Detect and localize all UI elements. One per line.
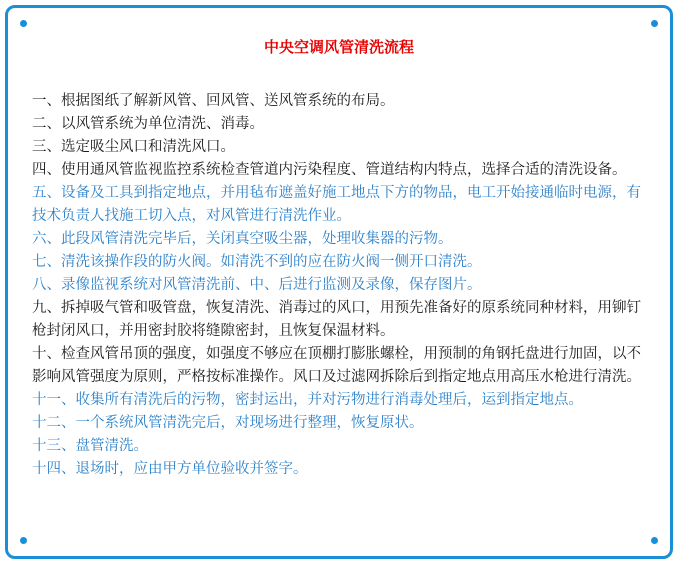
step-item: 十、检查风管吊顶的强度，如强度不够应在顶棚打膨胀螺栓，用预制的角钢托盘进行加固，以不影响风管强度为原则，严格按标准操作。风口及过滤网拆除后到指定地点用高压水枪进行清洗。 [32, 346, 641, 385]
steps-list [32, 90, 652, 481]
corner-dot-icon [20, 537, 27, 544]
step-item: 三、选定吸尘风口和清洗风口。 [32, 139, 235, 155]
document-card [5, 5, 673, 559]
step-item: 十一、收集所有清洗后的污物，密封运出，并对污物进行消毒处理后，运到指定地点。 [32, 392, 583, 408]
step-item: 十三、盘管清洗。 [32, 438, 148, 454]
step-item: 八、录像监视系统对风管清洗前、中、后进行监测及录像，保存图片。 [32, 277, 482, 293]
page-title: 中央空调风管清洗流程 [263, 38, 414, 56]
step-item: 四、使用通风管监视监控系统检查管道内污染程度、管道结构内特点，选择合适的清洗设备。 [32, 162, 627, 178]
step-item: 十二、一个系统风管清洗完后，对现场进行整理，恢复原状。 [32, 415, 424, 431]
step-item: 六、此段风管清洗完毕后，关闭真空吸尘器，处理收集器的污物。 [32, 231, 453, 247]
step-item: 十四、退场时，应由甲方单位验收并签字。 [32, 461, 308, 477]
step-item: 七、清洗该操作段的防火阀。如清洗不到的应在防火阀一侧开口清洗。 [32, 254, 482, 270]
corner-dot-icon [651, 20, 658, 27]
step-item: 一、根据图纸了解新风管、回风管、送风管系统的布局。 [32, 93, 395, 109]
corner-dot-icon [20, 20, 27, 27]
corner-dot-icon [651, 537, 658, 544]
step-item: 九、拆掉吸气管和吸管盘，恢复清洗、消毒过的风口，用预先准备好的原系统同种材料，用铆钉枪封闭风口，并用密封胶将缝隙密封，且恢复保温材料。 [32, 300, 641, 339]
step-item: 二、以风管系统为单位清洗、消毒。 [32, 116, 264, 132]
step-item: 五、设备及工具到指定地点，并用毡布遮盖好施工地点下方的物品，电工开始接通临时电源，有技术负责人找施工切入点，对风管进行清洗作业。 [32, 185, 641, 224]
